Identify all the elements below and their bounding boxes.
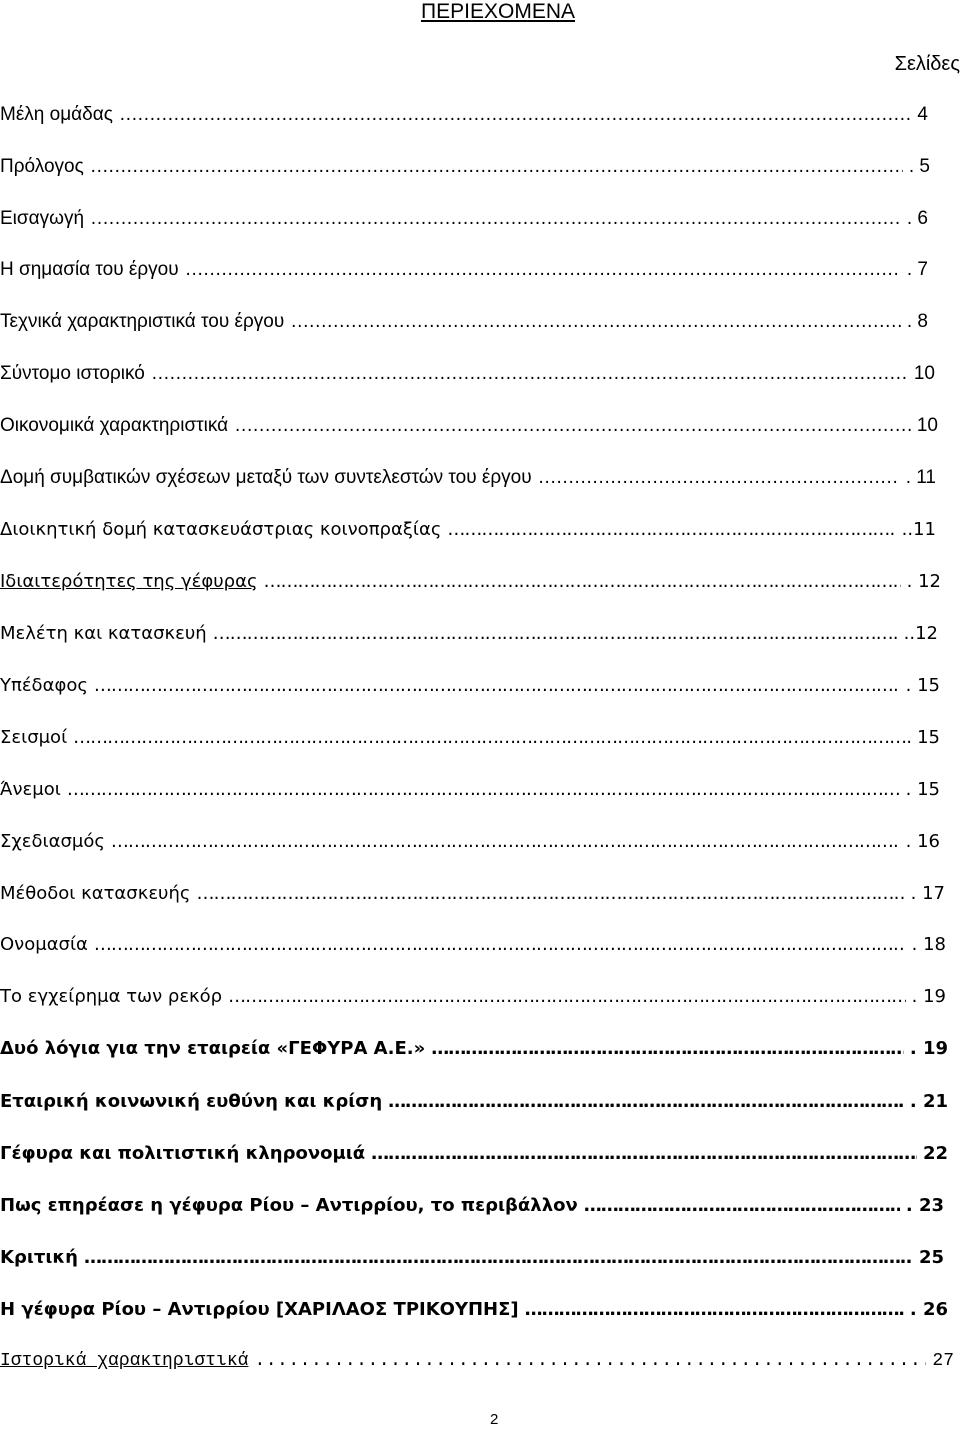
toc-entry-label: Ονομασία bbox=[0, 934, 88, 955]
toc-entry-page: 25 bbox=[918, 1247, 944, 1268]
toc-entry bbox=[0, 777, 940, 803]
toc-entry-page: . 11 bbox=[905, 467, 936, 488]
toc-entry-label: Σύντομο ιστορικό bbox=[0, 363, 145, 384]
toc-entry bbox=[0, 465, 936, 491]
toc-leader bbox=[447, 517, 895, 543]
toc-entry-page: 10 bbox=[913, 363, 935, 384]
toc-entry-page: . 15 bbox=[905, 779, 940, 800]
toc-leader bbox=[213, 621, 898, 647]
toc-leader bbox=[185, 257, 901, 283]
toc-leader bbox=[90, 206, 901, 232]
toc-leader bbox=[119, 102, 912, 128]
toc-entry-page: . 17 bbox=[910, 883, 945, 904]
toc-entry-label: Άνεμοι bbox=[0, 779, 61, 800]
toc-entry-label: Εισαγωγή bbox=[0, 208, 85, 229]
toc-leader bbox=[371, 1141, 917, 1167]
toc-entry-label: Δυό λόγια για την εταιρεία «ΓΕΦΥΡΑ Α.Ε.» bbox=[0, 1038, 426, 1059]
toc-entry-page: . 19 bbox=[911, 986, 946, 1007]
toc-leader bbox=[196, 881, 904, 907]
toc-entry-label: Ιστορικά χαρακτηριστικά bbox=[0, 1351, 249, 1371]
toc-entry bbox=[0, 1141, 948, 1167]
toc-entry-label: Ιδιαιτερότητες της γέφυρας bbox=[0, 571, 258, 592]
toc-entry-label: Οικονομικά χαρακτηριστικά bbox=[0, 415, 229, 436]
toc-entry-label: Η σημασία του έργου bbox=[0, 259, 179, 280]
toc-leader bbox=[584, 1193, 900, 1219]
page-title: ΠΕΡΙΕΧΟΜΕΝΑ bbox=[420, 0, 576, 23]
toc-leader bbox=[94, 673, 900, 699]
toc-entry-page: . 6 bbox=[906, 208, 928, 229]
toc-entry bbox=[0, 1036, 948, 1062]
toc-entry-page: . 7 bbox=[906, 259, 928, 280]
toc-entry-label: Μέλη ομάδας bbox=[0, 104, 113, 125]
toc-entry-page: . 19 bbox=[909, 1038, 948, 1059]
toc-entry bbox=[0, 517, 936, 543]
toc-entry bbox=[0, 621, 938, 647]
toc-entry bbox=[0, 569, 941, 595]
toc-leader bbox=[67, 777, 900, 803]
toc-leader bbox=[84, 1245, 913, 1271]
toc-entry bbox=[0, 206, 928, 232]
toc-entry-page: . 21 bbox=[909, 1091, 948, 1112]
toc-entry-page: . 23 bbox=[905, 1195, 944, 1216]
toc-entry-label: Κριτική bbox=[0, 1247, 78, 1268]
toc-leader bbox=[264, 569, 901, 595]
toc-entry-label: Πρόλογος bbox=[0, 156, 84, 177]
toc-entry-page: ..12 bbox=[903, 623, 938, 644]
toc-entry-label: Εταιρική κοινωνική ευθύνη και κρίση bbox=[0, 1091, 383, 1112]
toc-entry-label: Γέφυρα και πολιτιστική κληρονομιά bbox=[0, 1143, 366, 1164]
toc-entry-label: Μελέτη και κατασκευή bbox=[0, 623, 207, 644]
toc-entry bbox=[0, 1089, 948, 1115]
toc-entry bbox=[0, 673, 940, 699]
toc-entry bbox=[0, 361, 935, 387]
toc-leader bbox=[90, 154, 903, 180]
toc-entry-label: Το εγχείρημα των ρεκόρ bbox=[0, 986, 223, 1007]
toc-entry-label: Σχεδιασμός bbox=[0, 831, 105, 852]
toc-entry bbox=[0, 154, 930, 180]
toc-entry-page: . 12 bbox=[906, 571, 941, 592]
toc-entry-page: 22 bbox=[922, 1143, 948, 1164]
toc-entry bbox=[0, 1245, 944, 1271]
toc-entry bbox=[0, 413, 938, 439]
toc-leader bbox=[525, 1297, 904, 1323]
toc-entry-label: Πως επηρέασε η γέφυρα Ρίου – Αντιρρίου, το περιβάλλον bbox=[0, 1195, 578, 1216]
toc-entry bbox=[0, 1348, 954, 1374]
toc-entry bbox=[0, 102, 928, 128]
toc-entry bbox=[0, 881, 945, 907]
toc-entry bbox=[0, 932, 946, 958]
toc-leader bbox=[431, 1036, 904, 1062]
toc-entry bbox=[0, 257, 928, 283]
toc-leader bbox=[151, 361, 908, 387]
toc-entry-label: Σεισμοί bbox=[0, 727, 68, 748]
toc-leader bbox=[228, 984, 906, 1010]
toc-entry-page: . 8 bbox=[906, 311, 928, 332]
toc-entry bbox=[0, 1193, 944, 1219]
toc-entry-page: 10 bbox=[916, 415, 938, 436]
toc-entry-page: ..11 bbox=[901, 519, 936, 540]
pages-column-label: Σελίδες bbox=[894, 53, 960, 75]
toc-entry-label: Μέθοδοι κατασκευής bbox=[0, 883, 191, 904]
toc-entry bbox=[0, 984, 946, 1010]
toc-entry-page: . 15 bbox=[905, 675, 940, 696]
toc-entry-page: . 18 bbox=[911, 934, 946, 955]
toc-entry-label: Η γέφυρα Ρίου – Αντιρρίου [ΧΑΡΙΛΑΟΣ ΤΡΙΚΟΥΠΗΣ] bbox=[0, 1299, 519, 1320]
toc-entry-page: 15 bbox=[917, 727, 940, 748]
toc-leader bbox=[538, 465, 900, 491]
toc-entry bbox=[0, 1297, 948, 1323]
toc-entry-page: 4 bbox=[917, 104, 928, 125]
footer-page-number: 2 bbox=[490, 1411, 499, 1428]
toc-leader bbox=[111, 829, 900, 855]
toc-entry bbox=[0, 309, 928, 335]
toc-leader bbox=[94, 932, 906, 958]
toc-entry-label: Δομή συμβατικών σχέσεων μεταξύ των συντελεστών του έργου bbox=[0, 467, 532, 488]
toc-leader bbox=[290, 309, 901, 335]
toc-leader bbox=[234, 413, 911, 439]
toc-leader bbox=[73, 725, 911, 751]
toc-entry-page: 27 bbox=[932, 1351, 954, 1371]
toc-leader bbox=[254, 1348, 926, 1374]
toc-entry-label: Διοικητική δομή κατασκευάστριας κοινοπραξίας bbox=[0, 519, 442, 540]
toc-entry-label: Τεχνικά χαρακτηριστικά του έργου bbox=[0, 311, 285, 332]
toc-entry bbox=[0, 725, 940, 751]
toc-entry-page: . 26 bbox=[909, 1299, 948, 1320]
toc-entry bbox=[0, 829, 940, 855]
toc-entry-label: Υπέδαφος bbox=[0, 675, 88, 696]
toc-entry-page: . 16 bbox=[905, 831, 940, 852]
toc-entry-page: . 5 bbox=[908, 156, 930, 177]
toc-leader bbox=[388, 1089, 904, 1115]
